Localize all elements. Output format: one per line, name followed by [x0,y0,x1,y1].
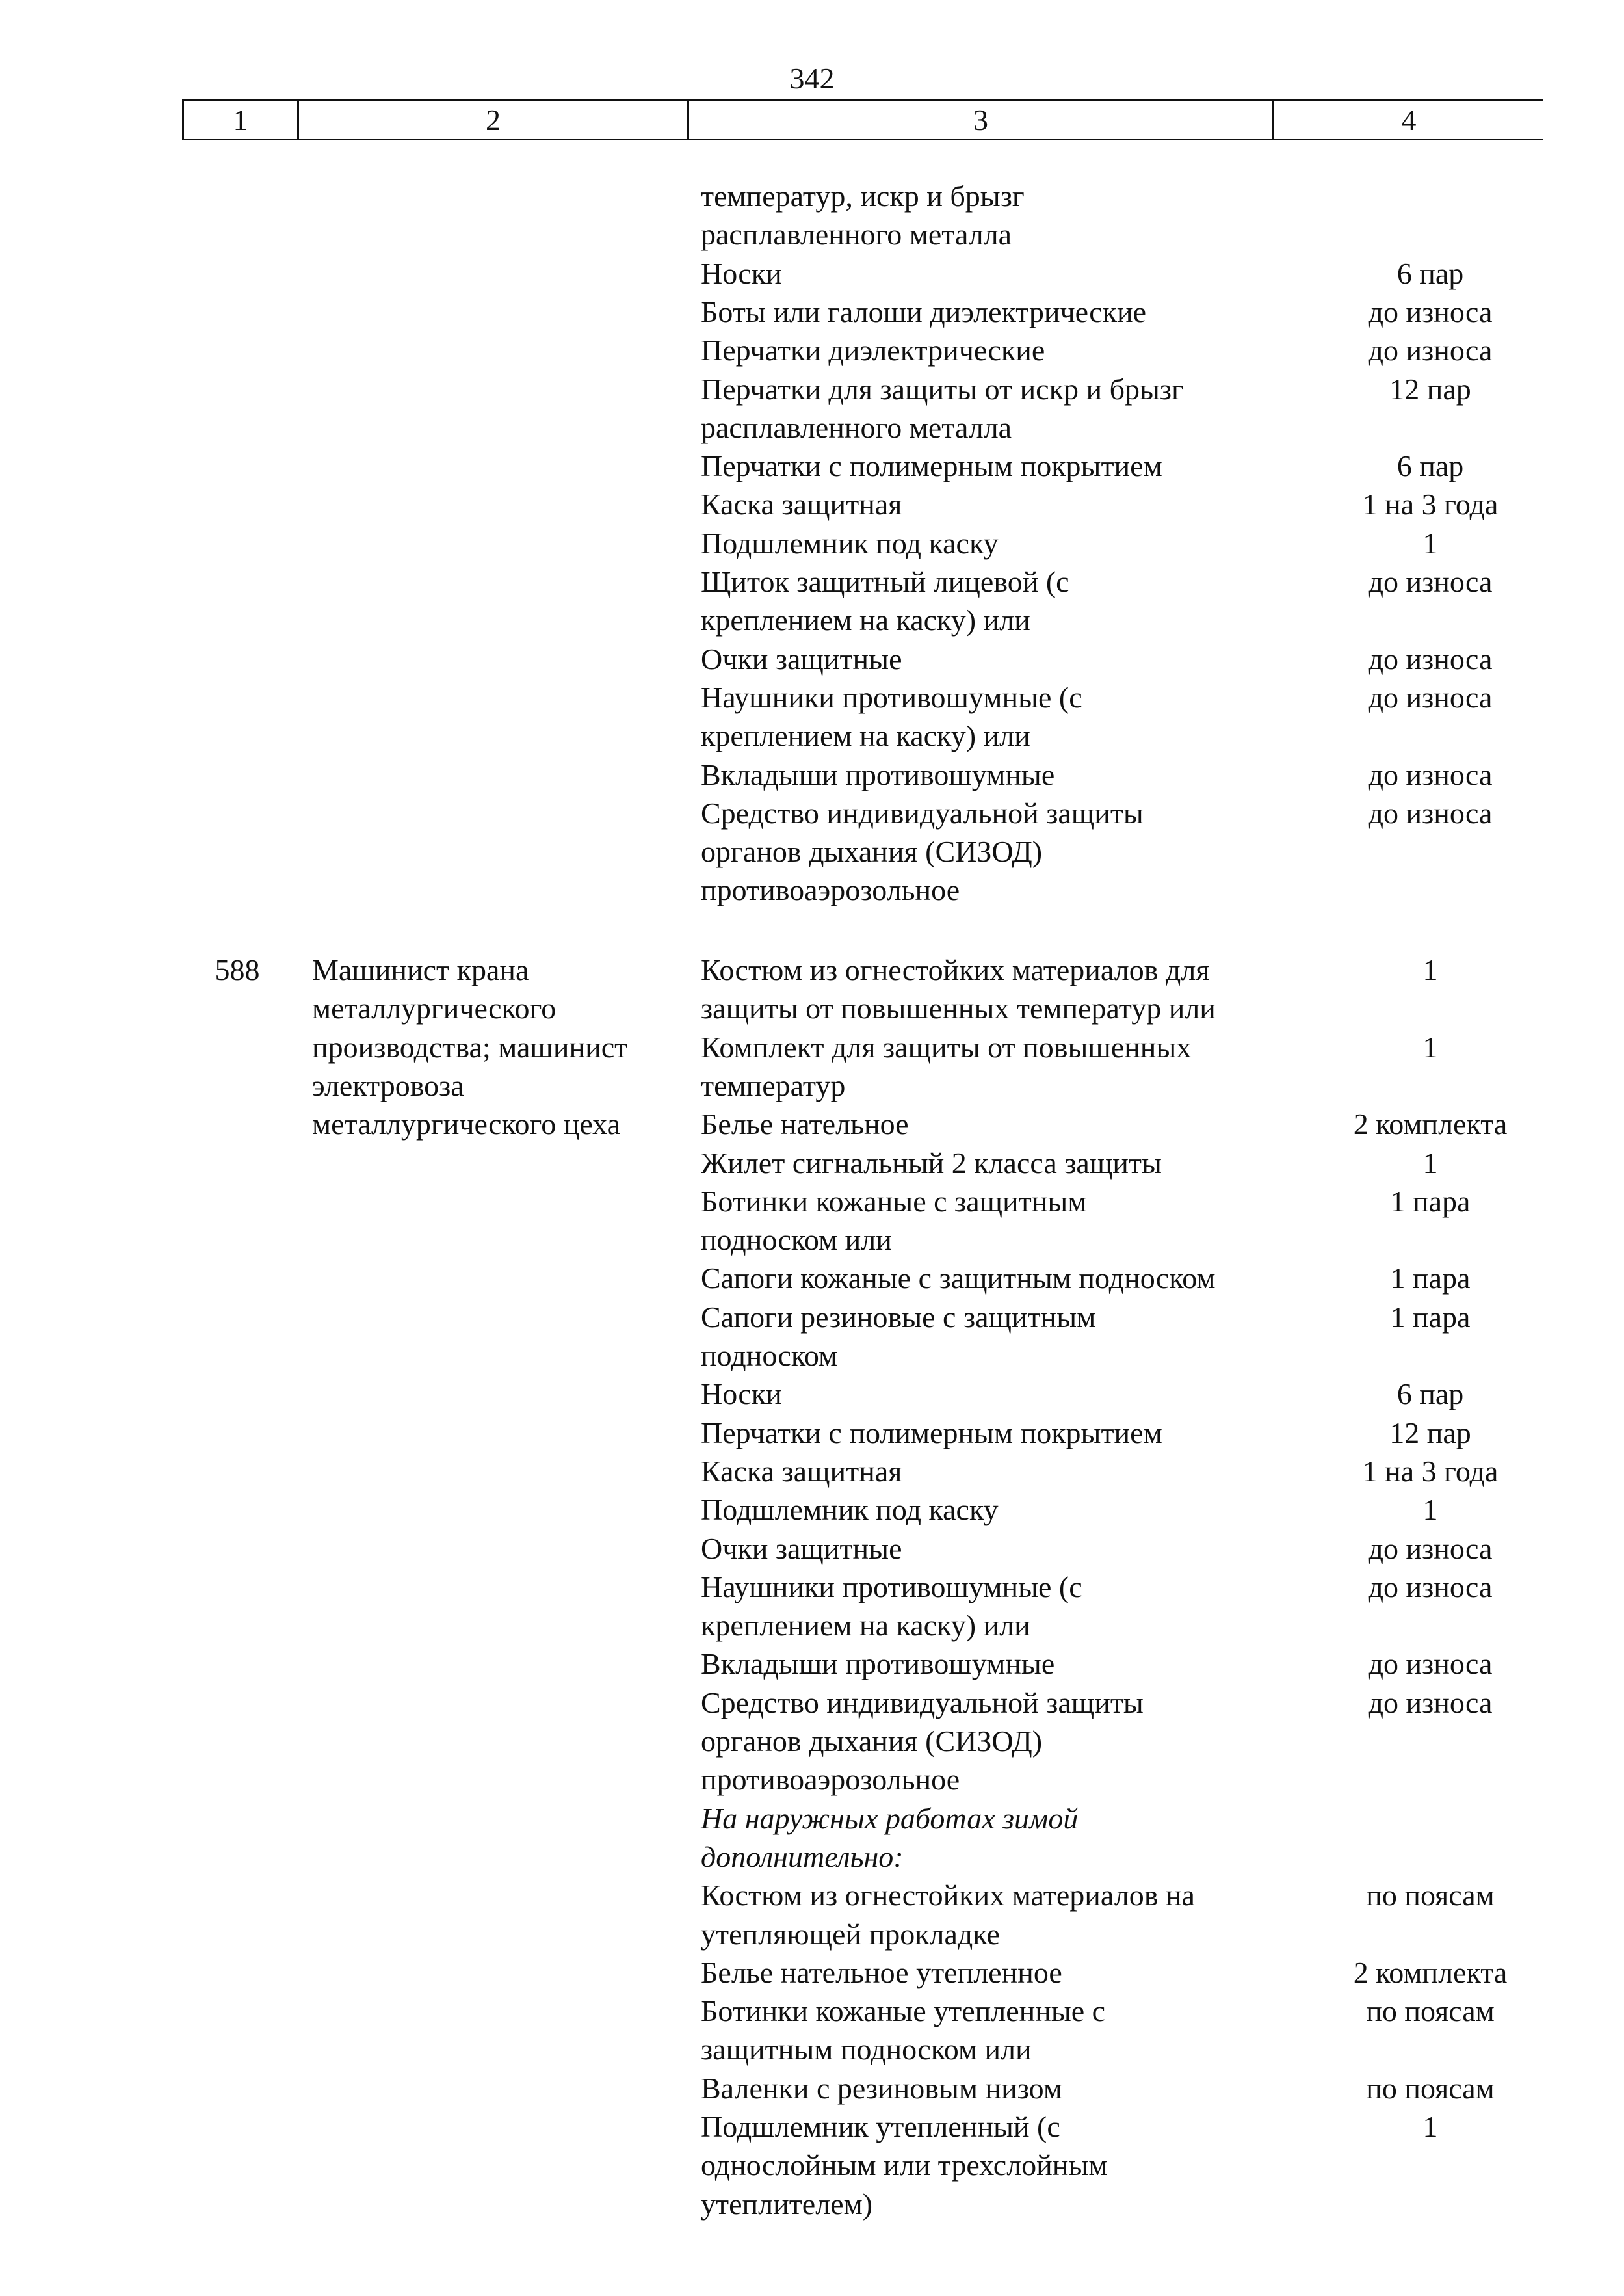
ppe-item-line: Комплект для защиты от повышенных [701,1030,1192,1064]
ppe-item-line: Средство индивидуальной защиты [701,1685,1144,1719]
ppe-item-line: защиты от повышенных температур или [701,992,1216,1025]
header-col-2: 2 [299,101,689,139]
ppe-item-line: Носки [701,1377,782,1411]
ppe-item-line: Жилет сигнальный 2 класса защиты [701,1146,1162,1180]
ppe-item-line: подноском [701,1339,838,1372]
ppe-item-line: Валенки с резиновым низом [701,2071,1062,2105]
ppe-item-line: Белье нательное [701,1107,909,1141]
ppe-norm-value: 1 [1422,953,1438,986]
ppe-norm-value: до износа [1368,1531,1493,1565]
ppe-item-line: Вкладыши противошумные [701,758,1055,791]
ppe-norm-value: 1 пара [1390,1261,1471,1295]
ppe-norm-value: 6 пар [1396,256,1464,290]
ppe-item-line: защитным подноском или [701,2033,1032,2066]
header-col-4: 4 [1401,103,1417,137]
ppe-item-line: дополнительно: [701,1840,904,1873]
ppe-item-line: Боты или галоши диэлектрические [701,295,1147,328]
ppe-item-line: Подшлемник утепленный (с [701,2110,1060,2143]
ppe-norm-value: 2 комплекта [1353,1955,1508,1989]
ppe-item-line: противоаэрозольное [701,1763,960,1797]
ppe-item-line: температур [701,1068,846,1102]
ppe-item-line: утепляющей прокладке [701,1917,1000,1951]
ppe-item-line: Перчатки диэлектрические [701,334,1045,367]
ppe-item-line: Наушники противошумные (с [701,1570,1082,1603]
ppe-norm-value: до износа [1368,796,1493,830]
ppe-item-line: Сапоги кожаные с защитным подноском [701,1261,1216,1295]
ppe-item-line: креплением на каску) или [701,719,1030,753]
ppe-norm-value: 2 комплекта [1353,1107,1508,1141]
ppe-item-line: Перчатки с полимерным покрытием [701,1416,1162,1449]
ppe-norm-value: 12 пар [1389,372,1471,406]
ppe-norm-value: до износа [1368,295,1493,328]
ppe-item-line: Наушники противошумные (с [701,680,1082,714]
ppe-item-line: Ботинки кожаные с защитным [701,1184,1087,1218]
entry-number: 588 [215,953,260,986]
ppe-norm-value: до износа [1368,565,1493,598]
ppe-norm-value: 1 [1422,526,1438,560]
ppe-item-line: расплавленного металла [701,218,1012,252]
ppe-item-line: На наружных работах зимой [701,1801,1079,1835]
ppe-norm-value: по поясам [1366,2071,1495,2105]
header-col-1: 1 [182,101,299,139]
ppe-item-line: расплавленного металла [701,410,1012,444]
ppe-item-line: утеплителем) [701,2187,873,2221]
ppe-item-line: Ботинки кожаные утепленные с [701,1994,1106,2028]
ppe-item-line: Перчатки для защиты от искр и брызг [701,372,1184,406]
ppe-norm-value: до износа [1368,1570,1493,1603]
ppe-item-line: Сапоги резиновые с защитным [701,1300,1096,1334]
ppe-item-line: Очки защитные [701,1531,902,1565]
ppe-item-line: органов дыхания (СИЗОД) [701,835,1043,869]
ppe-norm-value: 1 [1422,1146,1438,1180]
ppe-item-line: Белье нательное утепленное [701,1955,1062,1989]
ppe-item-line: Перчатки с полимерным покрытием [701,449,1162,483]
ppe-norm-value: до износа [1368,680,1493,714]
ppe-item-line: температур, искр и брызг [701,179,1025,213]
ppe-item-line: Каска защитная [701,1454,902,1488]
ppe-norm-value: по поясам [1366,1994,1495,2028]
ppe-norm-value: 1 пара [1390,1184,1471,1218]
ppe-norm-value: 1 [1422,1493,1438,1527]
ppe-norm-value: 1 [1422,1030,1438,1064]
ppe-norm-value: до износа [1368,1685,1493,1719]
position-name-line: Машинист крана [312,953,529,986]
ppe-norm-value: до износа [1368,334,1493,367]
ppe-item-line: Средство индивидуальной защиты [701,796,1144,830]
ppe-norm-value: до износа [1368,1647,1493,1681]
ppe-item-line: креплением на каску) или [701,1609,1030,1643]
ppe-norm-value: 1 [1422,2110,1438,2143]
table-header [182,99,1543,140]
ppe-norm-value: 1 на 3 года [1362,1454,1499,1488]
ppe-norm-value: по поясам [1366,1879,1495,1912]
ppe-norm-value: 1 пара [1390,1300,1471,1334]
ppe-item-line: Очки защитные [701,642,902,676]
ppe-item-line: Костюм из огнестойких материалов на [701,1879,1195,1912]
ppe-item-line: Каска защитная [701,488,902,521]
ppe-norm-value: 6 пар [1396,1377,1464,1411]
ppe-item-line: Костюм из огнестойких материалов для [701,953,1210,986]
page-number: 342 [789,62,835,95]
ppe-norm-value: 1 на 3 года [1362,488,1499,521]
ppe-item-line: Подшлемник под каску [701,1493,999,1527]
ppe-item-line: однослойным или трехслойным [701,2148,1108,2182]
position-name-line: металлургического цеха [312,1107,620,1141]
ppe-item-line: подноском или [701,1223,892,1257]
position-name-line: электровоза [312,1068,464,1102]
ppe-item-line: Подшлемник под каску [701,526,999,560]
ppe-item-line: Вкладыши противошумные [701,1647,1055,1681]
ppe-item-line: Носки [701,256,782,290]
ppe-norm-value: 12 пар [1389,1416,1471,1449]
ppe-norm-value: до износа [1368,642,1493,676]
ppe-item-line: органов дыхания (СИЗОД) [701,1724,1043,1758]
ppe-norm-value: до износа [1368,758,1493,791]
ppe-item-line: противоаэрозольное [701,873,960,907]
ppe-item-line: Щиток защитный лицевой (с [701,565,1069,598]
position-name-line: металлургического [312,992,557,1025]
position-name-line: производства; машинист [312,1030,628,1064]
header-col-3: 3 [689,101,1274,139]
ppe-norm-value: 6 пар [1396,449,1464,483]
ppe-item-line: креплением на каску) или [701,603,1030,637]
